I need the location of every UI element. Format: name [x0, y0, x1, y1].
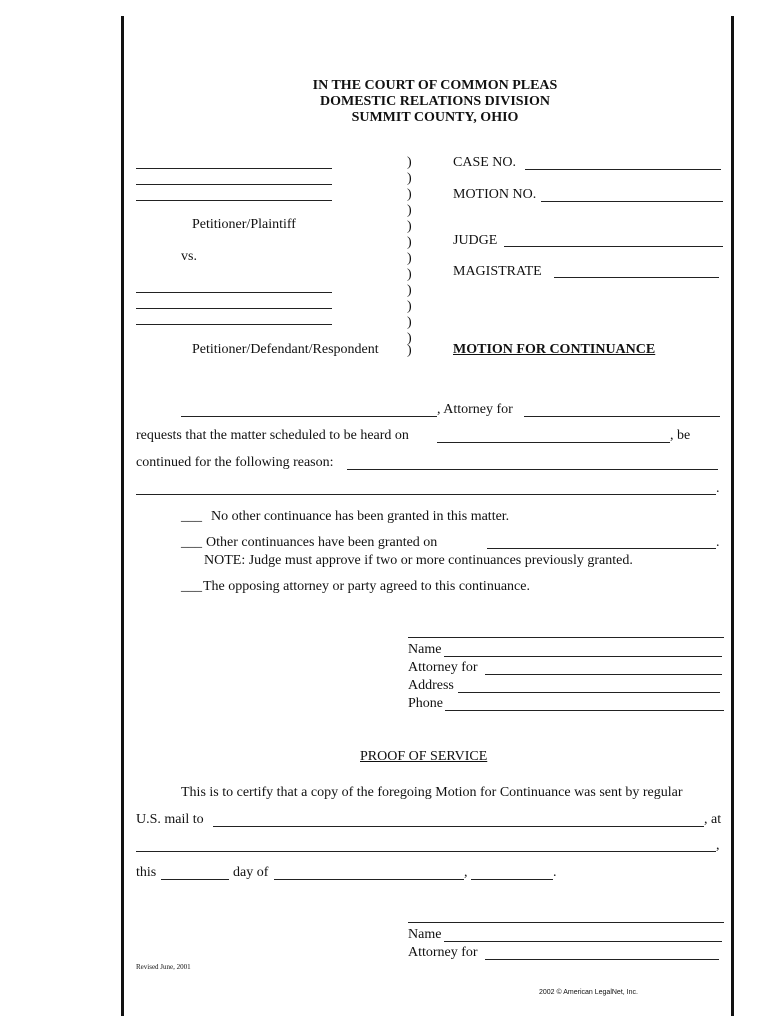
motion-no-field[interactable] [541, 201, 723, 202]
proof-name-label: Name [408, 927, 442, 942]
day-field[interactable] [161, 879, 229, 880]
certify-text: This is to certify that a copy of the foregoing Motion for Continuance was sent by regular [181, 785, 683, 800]
case-no-field[interactable] [525, 169, 721, 170]
caption-paren: ) [407, 315, 412, 330]
caption-paren: ) [407, 331, 412, 346]
mail-address-field[interactable] [136, 851, 716, 852]
motion-title: MOTION FOR CONTINUANCE [453, 342, 656, 357]
reason-field-1[interactable] [347, 469, 718, 470]
reason-period: . [716, 481, 720, 496]
caption-paren: ) [407, 171, 412, 186]
caption-paren: ) [407, 251, 412, 266]
year-comma: , [464, 865, 468, 880]
respondent-line-2[interactable] [136, 308, 332, 309]
hearing-date-field[interactable] [437, 442, 670, 443]
signature-line[interactable] [408, 637, 724, 638]
reason-field-2[interactable] [136, 494, 716, 495]
attorney-for-label: Attorney for [408, 660, 478, 675]
motion-no-label: MOTION NO. [453, 187, 537, 202]
left-margin-rule [121, 16, 124, 1016]
petitioner-line-3[interactable] [136, 200, 332, 201]
judge-label: JUDGE [453, 233, 498, 248]
address-field[interactable] [458, 692, 720, 693]
proof-signature-line[interactable] [408, 922, 724, 923]
caption-paren: ) [407, 267, 412, 282]
option1-checkbox[interactable]: ___ [181, 509, 202, 524]
option2-text: Other continuances have been granted on [206, 535, 438, 550]
county-name: SUMMIT COUNTY, OHIO [351, 110, 519, 125]
date-period: . [553, 865, 557, 880]
attorney-for-field[interactable] [524, 416, 720, 417]
right-margin-rule [731, 16, 734, 1016]
court-name: IN THE COURT OF COMMON PLEAS [312, 78, 558, 93]
caption-paren: ) [407, 235, 412, 250]
respondent-line-1[interactable] [136, 292, 332, 293]
caption-paren: ) [407, 219, 412, 234]
phone-field[interactable] [445, 710, 724, 711]
option3-text: The opposing attorney or party agreed to this continuance. [203, 579, 530, 594]
phone-label: Phone [408, 696, 443, 711]
this-text: this [136, 865, 157, 880]
option2-checkbox[interactable]: ___ [181, 535, 202, 550]
judge-field[interactable] [504, 246, 723, 247]
petitioner-label: Petitioner/Plaintiff [192, 217, 296, 232]
year-field[interactable] [471, 879, 553, 880]
respondent-label: Petitioner/Defendant/Respondent [192, 342, 379, 357]
caption-paren: ) [407, 343, 412, 358]
prior-continuance-dates-field[interactable] [487, 548, 716, 549]
address-comma: , [716, 838, 720, 853]
caption-paren: ) [407, 203, 412, 218]
mail-recipient-field[interactable] [213, 826, 704, 827]
address-label: Address [408, 678, 454, 693]
attorney-for-sig-field[interactable] [485, 674, 722, 675]
note-text: NOTE: Judge must approve if two or more continuances previously granted. [204, 553, 633, 568]
revised-note: Revised June, 2001 [136, 963, 191, 971]
proof-attorney-for-field[interactable] [485, 959, 719, 960]
option2-period: . [716, 535, 720, 550]
division-name: DOMESTIC RELATIONS DIVISION [319, 94, 550, 109]
attorney-name-field[interactable] [181, 416, 437, 417]
petitioner-line-1[interactable] [136, 168, 332, 169]
at-text: , at [704, 812, 722, 827]
name-label: Name [408, 642, 442, 657]
magistrate-field[interactable] [554, 277, 719, 278]
respondent-line-3[interactable] [136, 324, 332, 325]
caption-paren: ) [407, 155, 412, 170]
continued-text: continued for the following reason: [136, 455, 334, 470]
vs-label: vs. [181, 249, 197, 264]
proof-attorney-for-label: Attorney for [408, 945, 478, 960]
proof-name-field[interactable] [444, 941, 722, 942]
magistrate-label: MAGISTRATE [453, 264, 542, 279]
be-text: , be [670, 428, 691, 443]
caption-paren: ) [407, 299, 412, 314]
month-field[interactable] [274, 879, 464, 880]
day-of-text: day of [233, 865, 269, 880]
proof-title: PROOF OF SERVICE [360, 749, 488, 764]
option3-checkbox[interactable]: ___ [181, 579, 202, 594]
caption-paren: ) [407, 283, 412, 298]
petitioner-line-2[interactable] [136, 184, 332, 185]
option1-text: No other continuance has been granted in this matter. [211, 509, 510, 524]
name-field[interactable] [444, 656, 722, 657]
copyright-note: 2002 © American LegalNet, Inc. [539, 989, 638, 996]
mail-text: U.S. mail to [136, 812, 204, 827]
requests-text: requests that the matter scheduled to be heard on [136, 428, 409, 443]
attorney-for-text: , Attorney for [437, 402, 513, 417]
caption-paren: ) [407, 187, 412, 202]
case-no-label: CASE NO. [453, 155, 517, 170]
